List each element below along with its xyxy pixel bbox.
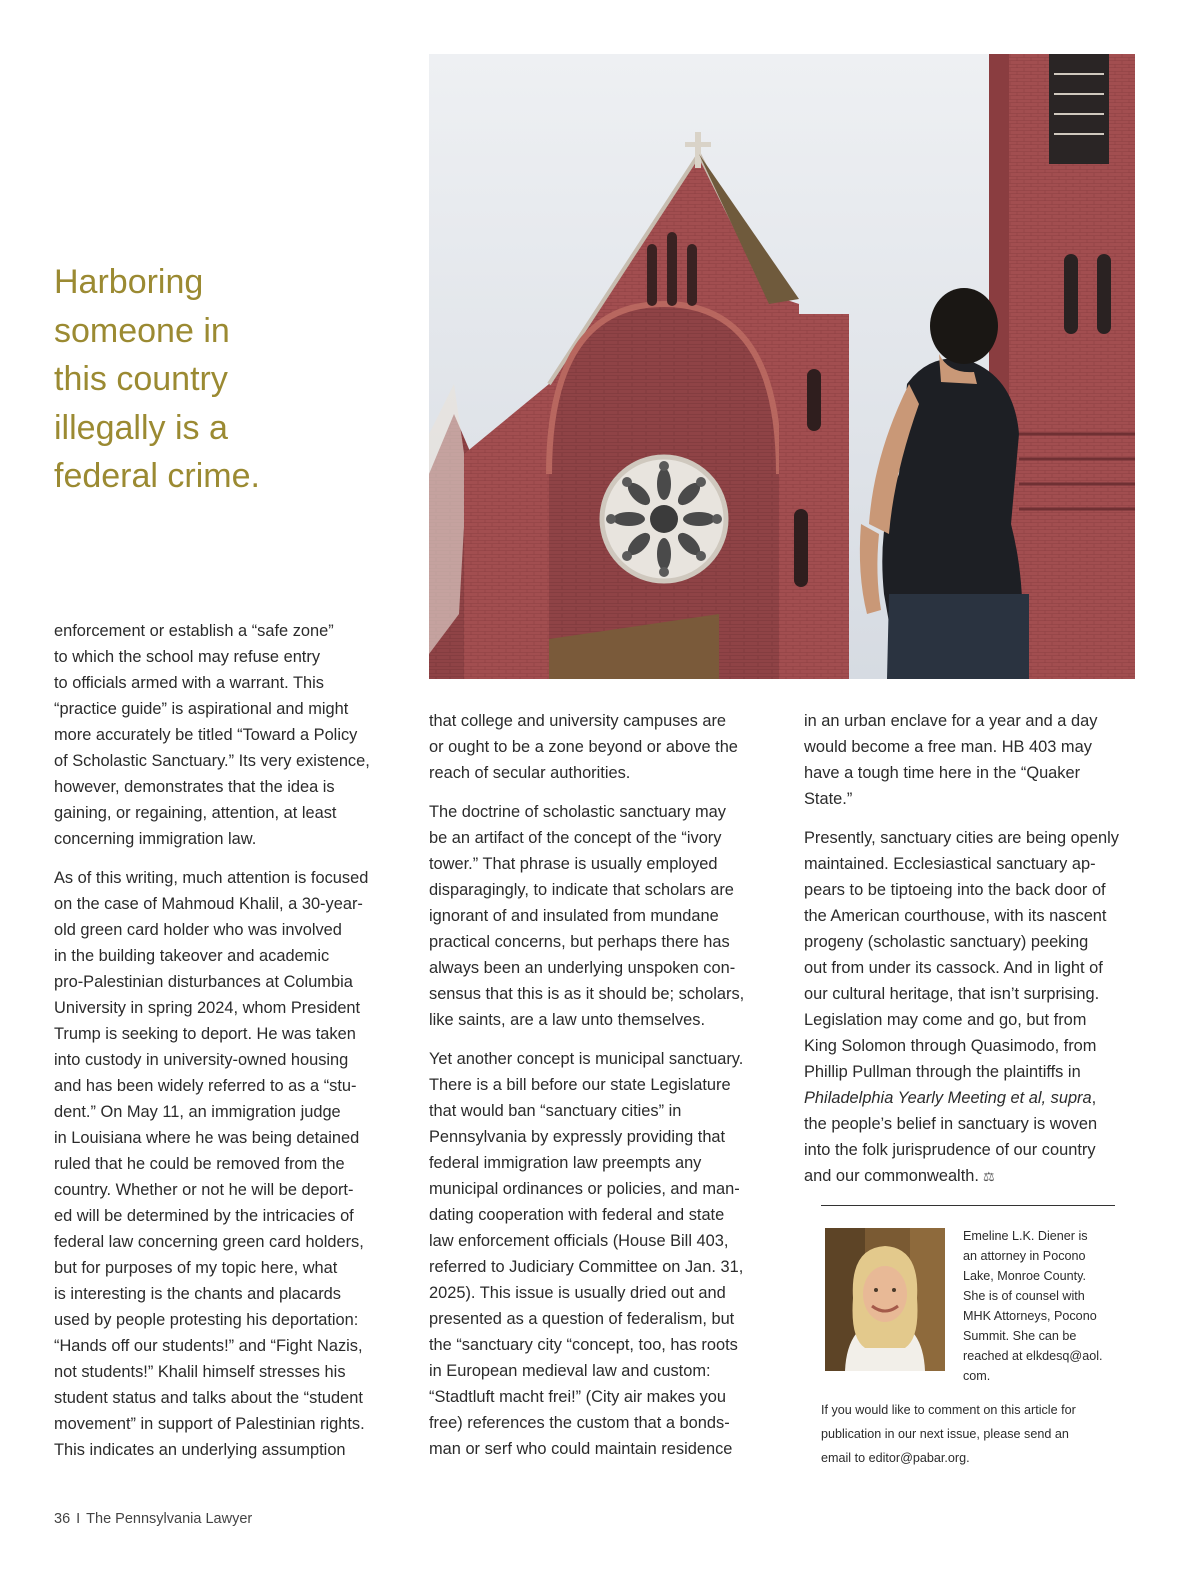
text-line: King Solomon through Quasimodo, from [804, 1037, 1097, 1055]
text-line-italic [804, 1085, 1136, 1111]
text-line: however, demonstrates that the idea is [54, 778, 335, 796]
comment-line: email to editor@pabar.org. [821, 1451, 970, 1465]
paragraph [429, 799, 769, 1033]
text-line: Trump is seeking to deport. He was taken [54, 1025, 356, 1043]
article-column-3 [804, 708, 1136, 1203]
text-line: free) references the custom that a bonds- [429, 1414, 730, 1432]
text-line: used by people protesting his deportation: [54, 1311, 359, 1329]
text-line: that college and university campuses are [429, 712, 727, 730]
text-line: ignorant of and insulated from mundane [429, 907, 719, 925]
text-line-last [804, 1163, 1136, 1190]
text-line: sensus that this is as it should be; scholars, [429, 985, 745, 1003]
text-line: Phillip Pullman through the plaintiffs in [804, 1063, 1081, 1081]
text-line: federal immigration law preempts any [429, 1154, 702, 1172]
paragraph [429, 708, 769, 786]
text-line: in an urban enclave for a year and a day [804, 712, 1098, 730]
text-line: the American courthouse, with its nascent [804, 907, 1107, 925]
text-line: municipal ordinances or policies, and man- [429, 1180, 740, 1198]
text-line: in Louisiana where he was being detained [54, 1129, 360, 1147]
text-line: ruled that he could be removed from the [54, 1155, 345, 1173]
comment-line: If you would like to comment on this article for [821, 1403, 1076, 1417]
bio-line: Emeline L.K. Diener is [963, 1229, 1088, 1243]
text-line: old green card holder who was involved [54, 921, 342, 939]
text-line: referred to Judiciary Committee on Jan. 31, [429, 1258, 744, 1276]
text-line: on the case of Mahmoud Khalil, a 30-year- [54, 895, 363, 913]
scales-icon: ⚖ [982, 1169, 995, 1184]
text-line: federal law concerning green card holders, [54, 1233, 364, 1251]
bio-line: an attorney in Pocono [963, 1249, 1086, 1263]
bio-line: She is of counsel with [963, 1289, 1085, 1303]
pull-quote [54, 258, 354, 501]
text-line: concerning immigration law. [54, 830, 257, 848]
text-line: dent.” On May 11, an immigration judge [54, 1103, 341, 1121]
pull-quote-line: Harboring [54, 263, 204, 301]
text-line: the people’s belief in sanctuary is woven [804, 1115, 1098, 1133]
publication-name: The Pennsylvania Lawyer [86, 1511, 253, 1527]
text-line: University in spring 2024, whom President [54, 999, 361, 1017]
text-line: ed will be determined by the intricacies of [54, 1207, 354, 1225]
divider [821, 1205, 1115, 1206]
text-line: State.” [804, 790, 853, 808]
paragraph [804, 708, 1136, 812]
text-line: that would ban “sanctuary cities” in [429, 1102, 682, 1120]
text-line: pears to be tiptoeing into the back door of [804, 881, 1106, 899]
text-line: our cultural heritage, that isn’t surprising. [804, 985, 1100, 1003]
text-line: gaining, or regaining, attention, at least [54, 804, 337, 822]
pull-quote-line: this country [54, 360, 228, 398]
text-line: Presently, sanctuary cities are being openly [804, 829, 1119, 847]
text-line: to officials armed with a warrant. This [54, 674, 324, 692]
text-line: man or serf who could maintain residence [429, 1440, 733, 1458]
text-line: out from under its cassock. And in light of [804, 959, 1103, 977]
text-line: enforcement or establish a “safe zone” [54, 622, 334, 640]
text-line: more accurately be titled “Toward a Policy [54, 726, 358, 744]
bio-line: Summit. She can be [963, 1329, 1077, 1343]
page-footer [54, 1511, 252, 1527]
article-column-2 [429, 708, 769, 1475]
pull-quote-line: illegally is a [54, 408, 228, 447]
text-line: presented as a question of federalism, but [429, 1310, 735, 1328]
text-line: into custody in university-owned housing [54, 1051, 349, 1069]
text-line: would become a free man. HB 403 may [804, 738, 1092, 756]
bio-line: reached at elkdesq@aol. [963, 1349, 1103, 1363]
text-line: progeny (scholastic sanctuary) peeking [804, 933, 1089, 951]
text-line: “Hands off our students!” and “Fight Nazis, [54, 1337, 363, 1355]
text-line: movement” in support of Palestinian rights. [54, 1415, 365, 1433]
bio-line: MHK Attorneys, Pocono [963, 1309, 1097, 1323]
text-line: pro-Palestinian disturbances at Columbia [54, 973, 353, 991]
comment-line: publication in our next issue, please send an [821, 1427, 1069, 1441]
page-number: 36 [54, 1511, 71, 1527]
comma: , [1091, 1089, 1097, 1107]
comment-note [821, 1398, 1121, 1470]
text-line-end: and our commonwealth. [804, 1167, 979, 1185]
text-line: Legislation may come and go, but from [804, 1011, 1087, 1029]
text-line: to which the school may refuse entry [54, 648, 321, 666]
author-photo [825, 1228, 945, 1371]
text-line: Pennsylvania by expressly providing that [429, 1128, 726, 1146]
text-line: dating cooperation with federal and state [429, 1206, 725, 1224]
text-line: always been an underlying unspoken con- [429, 959, 736, 977]
text-line: not students!” Khalil himself stresses his [54, 1363, 346, 1381]
text-line: in the building takeover and academic [54, 947, 330, 965]
text-line: country. Whether or not he will be deport- [54, 1181, 354, 1199]
text-line: the “sanctuary city “concept, too, has roots [429, 1336, 738, 1354]
church-photo [429, 54, 1135, 679]
footer-separator: I [76, 1511, 81, 1527]
text-line: “practice guide” is aspirational and might [54, 700, 349, 718]
text-line: like saints, are a law unto themselves. [429, 1011, 706, 1029]
paragraph [429, 1046, 769, 1462]
text-line: maintained. Ecclesiastical sanctuary ap- [804, 855, 1096, 873]
author-bio [963, 1226, 1123, 1386]
text-line: have a tough time here in the “Quaker [804, 764, 1081, 782]
text-line: into the folk jurisprudence of our country [804, 1141, 1096, 1159]
text-line: or ought to be a zone beyond or above the [429, 738, 738, 756]
text-line: and has been widely referred to as a “stu- [54, 1077, 357, 1095]
text-line: Yet another concept is municipal sanctuary. [429, 1050, 744, 1068]
text-line: disparagingly, to indicate that scholars are [429, 881, 734, 899]
text-line: “Stadtluft macht frei!” (City air makes you [429, 1388, 726, 1406]
text-line: is interesting is the chants and placards [54, 1285, 341, 1303]
paragraph [54, 865, 394, 1463]
text-line: 2025). This issue is usually dried out and [429, 1284, 726, 1302]
text-line: in European medieval law and custom: [429, 1362, 711, 1380]
text-line: of Scholastic Sanctuary.” Its very existence, [54, 752, 370, 770]
pull-quote-line: federal crime. [54, 457, 260, 495]
text-line: student status and talks about the “student [54, 1389, 363, 1407]
text-line: reach of secular authorities. [429, 764, 631, 782]
bio-line: Lake, Monroe County. [963, 1269, 1086, 1283]
text-line: As of this writing, much attention is focused [54, 869, 369, 887]
paragraph [54, 618, 394, 852]
bio-line: com. [963, 1369, 991, 1383]
article-column-1 [54, 618, 394, 1476]
text-line: There is a bill before our state Legislature [429, 1076, 731, 1094]
pull-quote-line: someone in [54, 311, 230, 350]
paragraph [804, 825, 1136, 1190]
text-line: law enforcement officials (House Bill 403, [429, 1232, 729, 1250]
text-line: tower.” That phrase is usually employed [429, 855, 718, 873]
text-line: The doctrine of scholastic sanctuary may [429, 803, 726, 821]
case-citation: Philadelphia Yearly Meeting et al, supra [804, 1089, 1092, 1107]
text-line: be an artifact of the concept of the “ivory [429, 829, 722, 847]
text-line: practical concerns, but perhaps there has [429, 933, 730, 951]
text-line: but for purposes of my topic here, what [54, 1259, 338, 1277]
text-line: This indicates an underlying assumption [54, 1441, 346, 1459]
